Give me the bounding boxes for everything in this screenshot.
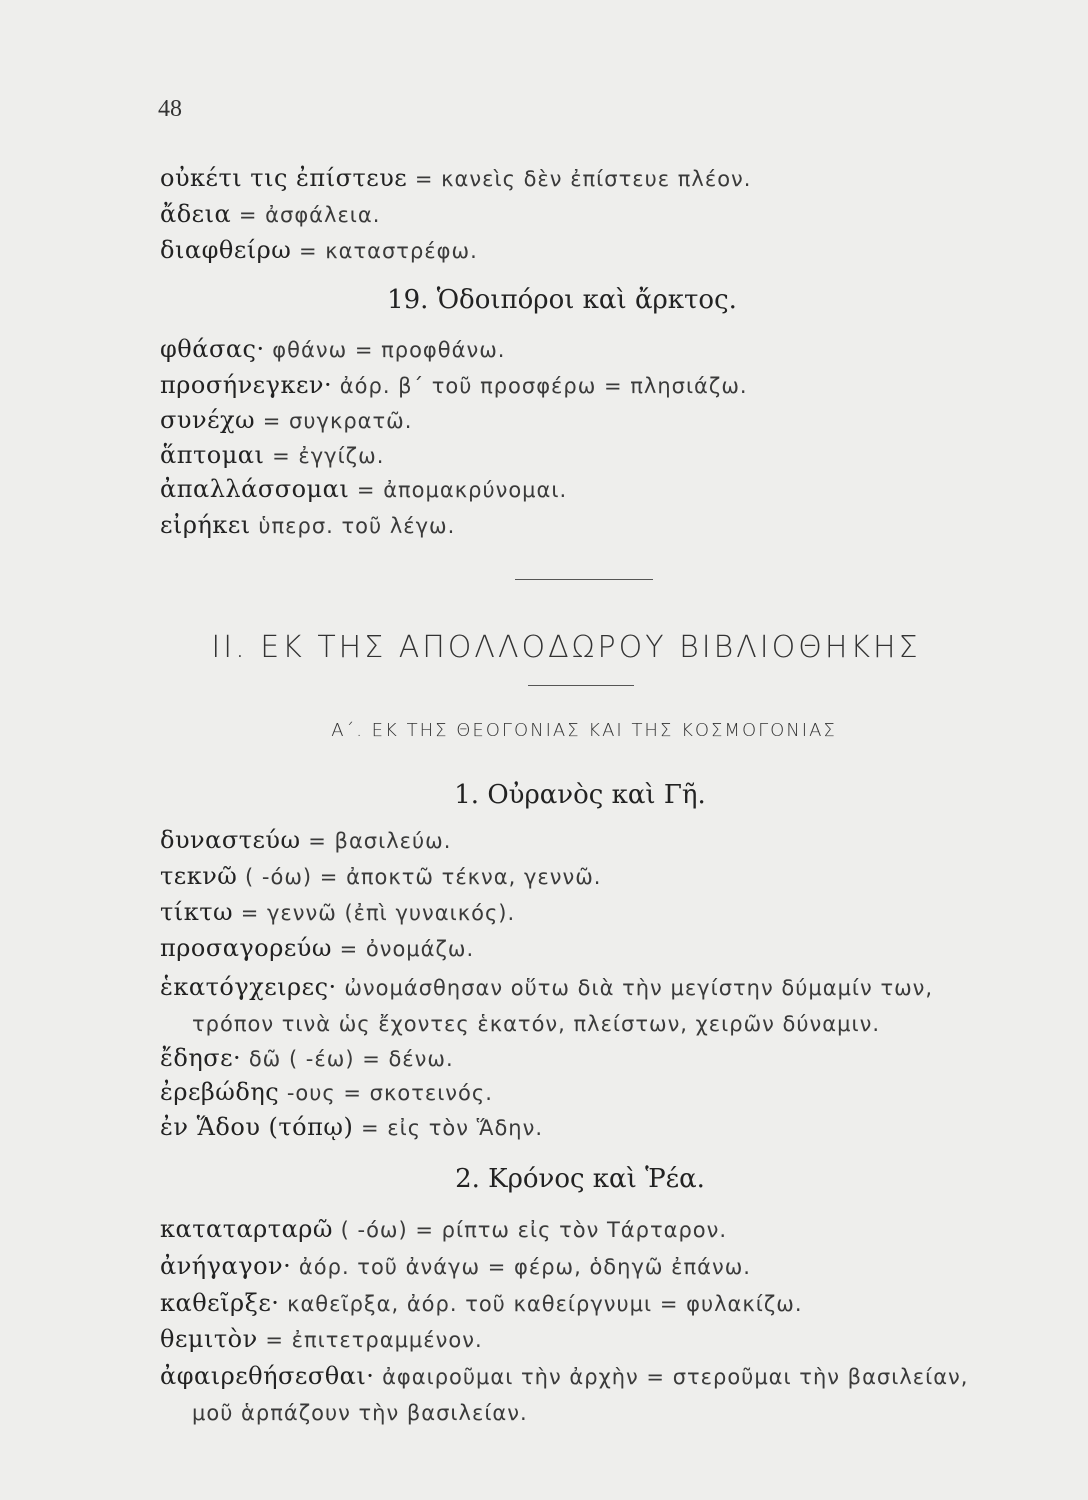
separator-rule [528, 685, 634, 686]
vocab-entry [160, 861, 601, 892]
vocab-gloss: καθεῖρξα, ἀόρ. τοῦ καθείργνυμι = φυλακίζω. [279, 1292, 803, 1316]
vocab-gloss: = ἀσφάλεια. [231, 203, 381, 227]
vocab-entry [160, 933, 474, 964]
vocab-term: προσαγορεύω [160, 934, 332, 962]
vocab-entry [160, 1043, 454, 1074]
vocab-gloss: φθάνω = προφθάνω. [264, 338, 506, 362]
vocab-entry [160, 440, 384, 471]
vocab-gloss: ( -όω) = ἀποκτῶ τέκνα, γεννῶ. [237, 865, 602, 889]
vocab-continuation [192, 1397, 528, 1428]
vocab-entry [160, 405, 412, 436]
vocab-gloss: ἀόρ. τοῦ ἀνάγω = φέρω, ὁδηγῶ ἐπάνω. [291, 1255, 751, 1279]
vocab-term: φθάσας· [160, 335, 265, 363]
vocab-entry [160, 370, 748, 401]
vocab-gloss: = συγκρατῶ. [255, 409, 413, 433]
vocab-term: ἔδησε· [160, 1044, 242, 1072]
story-heading: 19. Ὁδοιπόροι καὶ ἄρκτος. [387, 285, 737, 315]
vocab-entry [160, 235, 478, 266]
story-heading: 1. Οὐρανὸς καὶ Γῆ. [454, 780, 706, 810]
vocab-gloss: ἀφαιροῦμαι τὴν ἀρχὴν = στεροῦμαι τὴν βασιλείαν, [374, 1365, 969, 1389]
vocab-term: ἀπαλλάσσομαι [160, 475, 350, 503]
vocab-gloss: τρόπον τινὰ ὡς ἔχοντες ἑκατόν, πλείστων, χειρῶν δύναμιν. [192, 1012, 880, 1036]
vocab-entry [160, 1214, 727, 1245]
vocab-gloss: = βασιλεύω. [300, 829, 452, 853]
vocab-term: τεκνῶ [160, 862, 238, 890]
vocab-term: ἑκατόγχειρες· [160, 973, 337, 1001]
vocab-gloss: δῶ ( -έω) = δένω. [241, 1047, 454, 1071]
vocab-term: δυναστεύω [160, 826, 301, 854]
section-title: II. ΕΚ ΤΗΣ ΑΠΟΛΛΟΔΩΡΟΥ ΒΙΒΛΙΟΘΗΚΗΣ [211, 630, 921, 665]
vocab-entry [160, 510, 455, 541]
vocab-gloss: μοῦ ἁρπάζουν τὴν βασιλείαν. [192, 1401, 528, 1425]
vocab-gloss: = ἐγγίζω. [264, 444, 385, 468]
vocab-term: ἄδεια [160, 200, 232, 228]
vocab-gloss: = κανεὶς δὲν ἐπίστευε πλέον. [407, 167, 752, 191]
vocab-entry [160, 1077, 493, 1108]
vocab-gloss: = καταστρέφω. [291, 239, 478, 263]
vocab-term: διαφθείρω [160, 236, 292, 264]
vocab-gloss: ὠνομάσθησαν οὕτω διὰ τὴν μεγίστην δύμαμίν των, [336, 976, 934, 1000]
vocab-term: ἀνήγαγον· [160, 1252, 292, 1280]
vocab-entry [160, 1324, 483, 1355]
story-heading: 2. Κρόνος καὶ Ῥέα. [455, 1164, 705, 1194]
vocab-term: ἅπτομαι [160, 441, 265, 469]
vocab-term: συνέχω [160, 406, 256, 434]
separator-rule [515, 579, 653, 580]
vocab-term: θεμιτὸν [160, 1325, 258, 1353]
vocab-gloss: ὑπερσ. τοῦ λέγω. [250, 514, 456, 538]
vocab-entry [160, 334, 505, 365]
vocab-gloss: ( -όω) = ρίπτω εἰς τὸν Τάρταρον. [332, 1218, 728, 1242]
vocab-term: καταταρταρῶ [160, 1215, 333, 1243]
vocab-term: ἐν Ἅδου (τόπῳ) [160, 1113, 354, 1141]
section-subtitle: Α΄. ΕΚ ΤΗΣ ΘΕΟΓΟΝΙΑΣ ΚΑΙ ΤΗΣ ΚΟΣΜΟΓΟΝΙΑΣ [331, 720, 837, 741]
vocab-gloss: ἀόρ. β΄ τοῦ προσφέρω = πλησιάζω. [332, 374, 748, 398]
vocab-gloss: = ὀνομάζω. [331, 937, 475, 961]
vocab-term: εἰρήκει [160, 511, 251, 539]
vocab-entry [160, 897, 515, 928]
vocab-entry [160, 1251, 751, 1282]
vocab-term: τίκτω [160, 898, 234, 926]
vocab-gloss: -ους = σκοτεινός. [279, 1081, 493, 1105]
vocab-gloss: = ἀπομακρύνομαι. [349, 478, 568, 502]
vocab-entry [160, 1361, 968, 1392]
vocab-term: προσήνεγκεν· [160, 371, 333, 399]
vocab-gloss: = ἐπιτετραμμένον. [257, 1328, 483, 1352]
vocab-entry [160, 163, 751, 194]
vocab-entry [160, 199, 380, 230]
vocab-gloss: = εἰς τὸν Ἅδην. [353, 1116, 544, 1140]
vocab-entry [160, 1112, 543, 1143]
vocab-entry [160, 972, 933, 1003]
vocab-term: καθεῖρξε· [160, 1289, 280, 1317]
vocab-entry [160, 825, 451, 856]
vocab-term: ἀφαιρεθήσεσθαι· [160, 1362, 375, 1390]
vocab-continuation [192, 1008, 880, 1039]
vocab-entry [160, 474, 567, 505]
vocab-term: ἐρεβώδης [160, 1078, 280, 1106]
vocab-gloss: = γεννῶ (ἐπὶ γυναικός). [233, 901, 516, 925]
page-number: 48 [158, 96, 182, 122]
vocab-term: οὐκέτι τις ἐπίστευε [160, 164, 408, 192]
vocab-entry [160, 1288, 803, 1319]
